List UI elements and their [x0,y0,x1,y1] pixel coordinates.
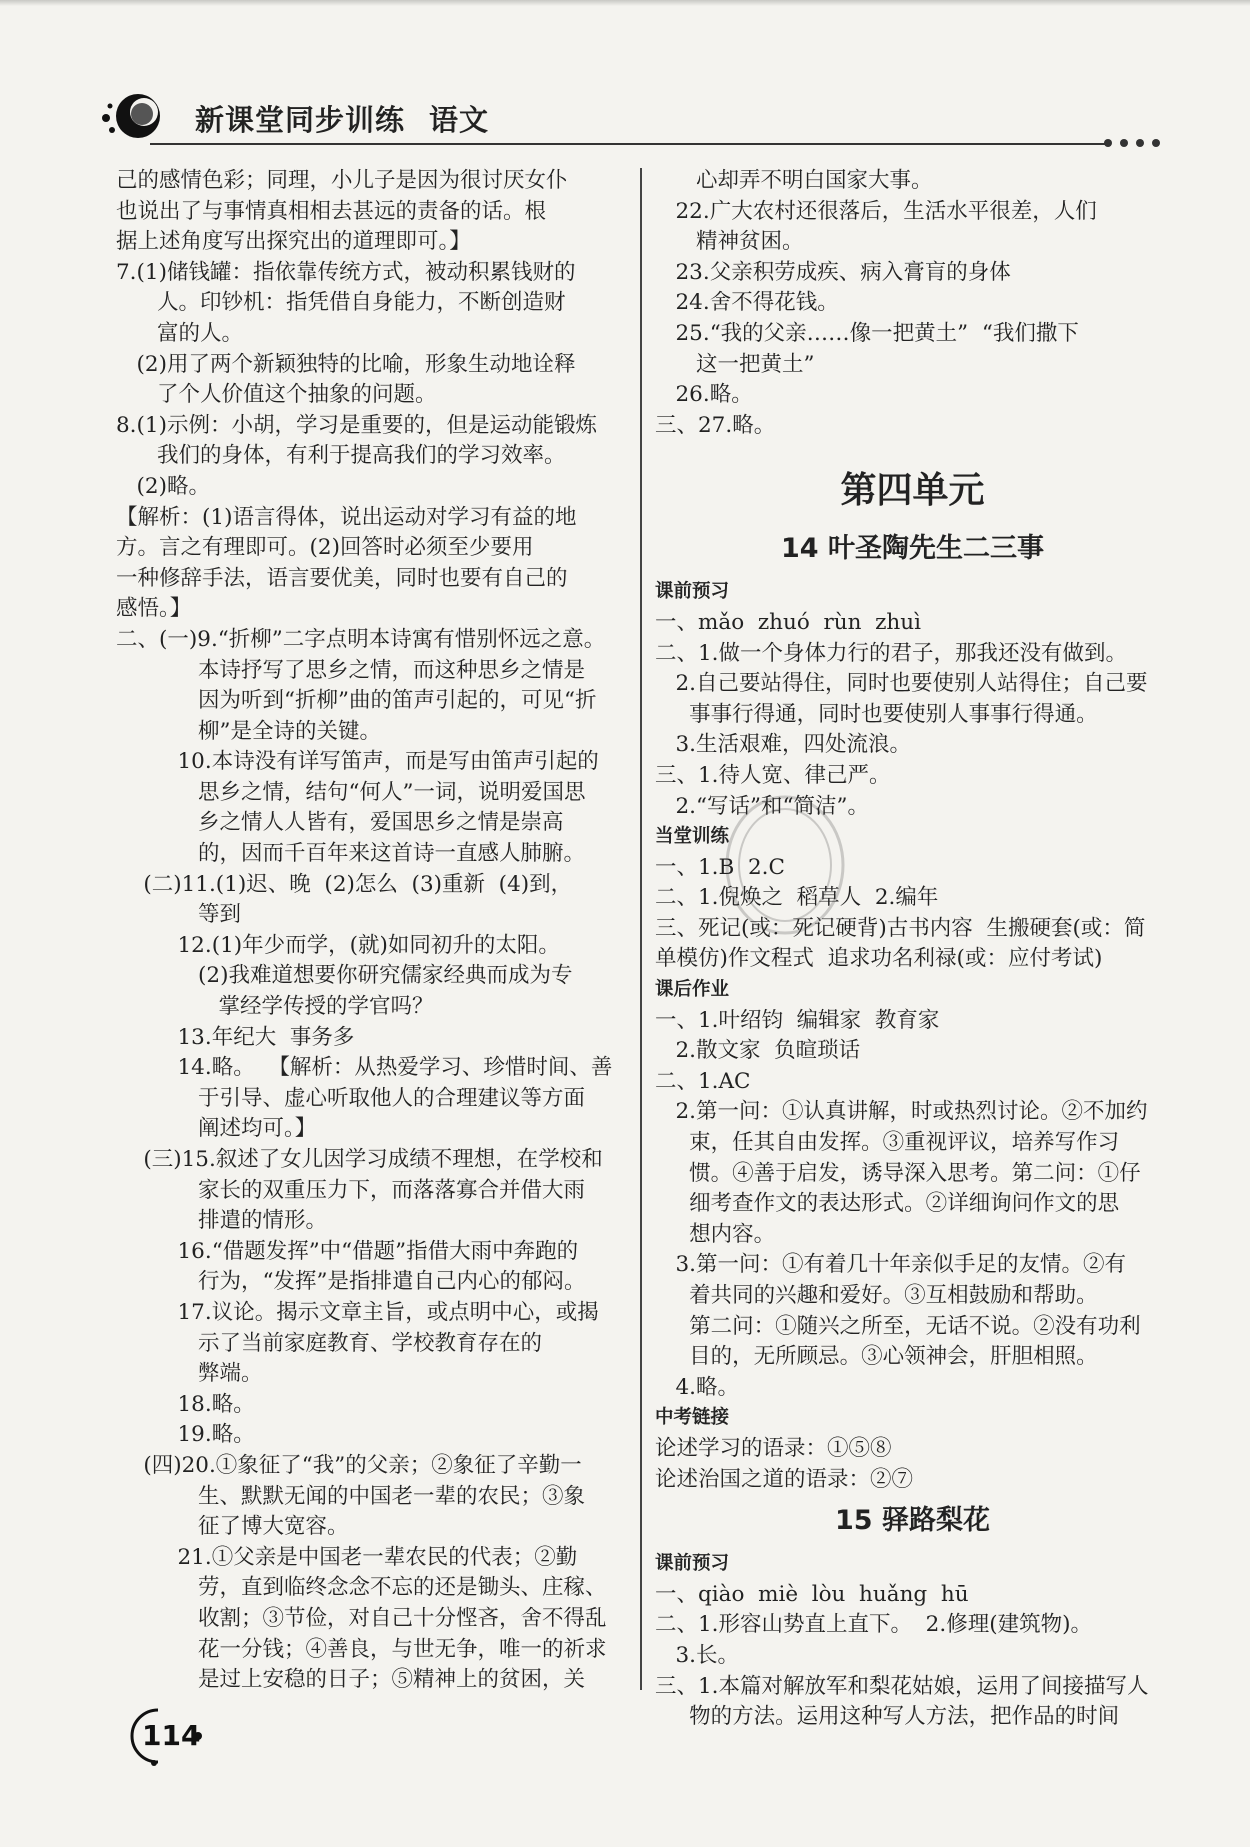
text-line: 17.议论。揭示文章主旨，或点明中心，或揭 [116,1299,599,1325]
text-line: 物的方法。运用这种写人方法，把作品的时间 [655,1704,1120,1730]
text-line: (二)11.(1)迟、晚 (2)怎么 (3)重新 (4)到， [116,871,573,897]
text-line: 单模仿)作文程式 追求功名利禄(或：应付考试) [655,946,1103,972]
text-line: 掌经学传授的学官吗？ [116,994,434,1020]
text-line: 弊端。 [116,1361,263,1387]
text-line: 这一把黄土” [655,351,815,377]
text-line: 示了当前家庭教育、学校教育存在的 [116,1330,543,1356]
text-line: 一、mǎo zhuó rùn zhuì [655,609,921,635]
text-line: 富的人。 [116,320,244,346]
subject-title: 语文 [429,103,490,137]
text-line: 2.散文家 负暄琐话 [655,1038,861,1064]
text-line: 行为，“发挥”是指排遣自己内心的郁闷。 [116,1269,586,1295]
lesson-14-after-block [655,1006,1170,1404]
text-line: 是过上安稳的日子；⑤精神上的贫困，关 [116,1667,586,1693]
text-line: 26.略。 [655,382,753,408]
text-line: 16.“借题发挥”中“借题”指借大雨中奔跑的 [116,1238,579,1264]
text-line: 2.“写话”和“简洁”。 [655,793,869,819]
lesson-15-pre-head: 课前预习 [655,1553,730,1575]
text-line: 23.父亲积劳成疾、病入膏肓的身体 [655,259,1011,285]
text-line: 一、qiào miè lòu huǎng hū [655,1581,969,1607]
text-line: 3.第一问：①有着几十年亲似手足的友情。②有 [655,1252,1127,1278]
text-line: 三、1.本篇对解放军和梨花姑娘，运用了间接描写人 [655,1673,1149,1699]
column-divider [640,168,642,1690]
text-line: 14.略。 【解析：从热爱学习、珍惜时间、善 [116,1055,613,1081]
text-line: (2)略。 [116,473,210,499]
text-line: 人。印钞机：指凭借自身能力，不断创造财 [116,290,566,316]
text-line: 方。言之有理即可。(2)回答时必须至少要用 [116,535,534,561]
text-line: 据上述角度写出探究出的道理即可。】 [116,229,471,255]
text-line: 二、(一)9.“折柳”二字点明本诗寓有惜别怀远之意。 [116,626,606,652]
text-line: 2.第一问：①认真讲解，时或热烈讨论。②不加约 [655,1099,1148,1125]
text-line: 了个人价值这个抽象的问题。 [116,382,437,408]
text-line: 也说出了与事情真相相去甚远的责备的话。根 [116,198,547,224]
text-line: 细考查作文的表达形式。②详细询问作文的思 [655,1191,1120,1217]
stamp-mark-icon [720,790,850,940]
text-line: 二、1.形容山势直上直下。 2.修理(建筑物)。 [655,1612,1092,1638]
text-line: 排遣的情形。 [116,1208,328,1234]
unit-title: 第四单元 [840,470,985,512]
header-rule [150,143,1105,145]
page-number: 114 [142,1719,201,1752]
text-line: 的，因而千百年来这首诗一直感人肺腑。 [116,841,586,867]
text-line: 征了博大宽容。 [116,1514,349,1540]
lesson-15-title: 15 驿路梨花 [835,1505,990,1537]
text-line: 我们的身体，有利于提高我们的学习效率。 [116,443,566,469]
text-line: 三、27.略。 [655,412,776,438]
text-line: 二、1.AC [655,1068,751,1094]
text-line: 乡之情人人皆有，爱国思乡之情是崇高 [116,810,564,836]
text-line: 惯。④善于启发，诱导深入思考。第二问：①仔 [655,1160,1141,1186]
text-line: 花一分钱；④善良，与世无争，唯一的祈求 [116,1636,607,1662]
text-line: 二、1.做一个身体力行的君子，那我还没有做到。 [655,640,1128,666]
text-line: 10.本诗没有详写笛声，而是写由笛声引起的 [116,749,599,775]
series-title: 新课堂同步训练 [195,103,406,137]
text-line: 二、1.倪焕之 稻草人 2.编年 [655,885,939,911]
text-line: 13.年纪大 事务多 [116,1024,355,1050]
text-line: 精神贫困。 [655,229,804,255]
text-line: 本诗抒写了思乡之情，而这种思乡之情是 [116,657,586,683]
text-line: 收割；③节俭，对自己十分悭吝，舍不得乱 [116,1605,607,1631]
text-line: 己的感情色彩；同理，小儿子是因为很讨厌女仆 [116,168,568,193]
left-column [116,166,636,1696]
text-line: 柳”是全诗的关键。 [116,718,382,744]
text-line: 事事行得通，同时也要使别人事事行得通。 [655,701,1098,727]
text-line: 感悟。】 [116,596,192,622]
text-line: (四)20.①象征了“我”的父亲；②象征了辛勤一 [116,1452,582,1478]
lesson-14-exam-block [655,1434,1170,1495]
text-line: 4.略。 [655,1374,740,1400]
text-line: 等到 [116,902,242,928]
text-line: 7.(1)储钱罐：指依靠传统方式，被动积累钱财的 [116,259,576,285]
text-line: 三、死记(或：死记硬背)古书内容 生搬硬套(或：简 [655,915,1146,941]
text-line: 束，任其自由发挥。③重视评议，培养写作习 [655,1130,1120,1156]
lesson-14-class-head: 当堂训练 [655,826,730,848]
top-edge [0,0,1250,6]
text-line: 一种修辞手法，语言要优美，同时也要有自己的 [116,565,568,591]
lesson-14-pre-head: 课前预习 [655,581,730,603]
text-line: 着共同的兴趣和爱好。③互相鼓励和帮助。 [655,1283,1098,1308]
lesson-14-after-head: 课后作业 [655,979,730,1001]
text-line: 2.自己要站得住，同时也要使别人站得住；自己要 [655,671,1148,697]
text-line: 12.(1)年少而学，(就)如同初升的太阳。 [116,932,560,958]
text-line: 心却弄不明白国家大事。 [655,168,933,193]
text-line: 三、1.待人宽、律己严。 [655,762,891,788]
text-line: 21.①父亲是中国老一辈农民的代表；②勤 [116,1544,578,1570]
text-line: 第二问：①随兴之所至，无话不说。②没有功利 [655,1313,1141,1339]
text-line: 因为听到“折柳”曲的笛声引起的，可见“折 [116,688,597,714]
header-title [195,98,489,139]
text-line: 8.(1)示例：小胡，学习是重要的，但是运动能锻炼 [116,412,597,438]
text-line: 3.长。 [655,1642,740,1668]
text-line: 22.广大农村还很落后，生活水平很差，人们 [655,198,1097,224]
text-line: 一、1.B 2.C [655,854,785,880]
text-line: 论述学习的语录：①⑤⑧ [655,1435,892,1461]
text-line: 19.略。 [116,1422,255,1448]
lesson-15-pre-block [655,1580,1170,1733]
lesson-14-title: 14 叶圣陶先生二三事 [781,533,1044,565]
text-line: 于引导、虚心听取他人的合理建议等方面 [116,1085,586,1111]
text-line: 一、1.叶绍钧 编辑家 教育家 [655,1007,940,1033]
text-line: 生、默默无闻的中国老一辈的农民；③象 [116,1483,586,1509]
text-line: 想内容。 [655,1221,776,1247]
text-line: 家长的双重压力下，而落落寡合并借大雨 [116,1177,586,1203]
header-logo-icon [98,88,168,144]
text-line: 3.生活艰难，四处流浪。 [655,732,912,758]
text-line: 思乡之情，结句“何人”一词，说明爱国思 [116,779,586,805]
text-line: 目的，无所顾忌。③心领神会，肝胆相照。 [655,1344,1098,1370]
text-line: (三)15.叙述了女儿因学习成绩不理想，在学校和 [116,1147,603,1172]
text-line: 论述治国之道的语录：②⑦ [655,1466,914,1492]
text-line: 18.略。 [116,1391,255,1417]
text-line: 劳，直到临终念念不忘的还是锄头、庄稼、 [116,1575,607,1601]
text-line: 24.舍不得花钱。 [655,290,839,316]
header-dots-icon [1100,135,1170,151]
text-line: 阐述均可。】 [116,1116,317,1142]
text-line: 25.“我的父亲……像一把黄土” “我们撒下 [655,320,1079,346]
text-line: (2)用了两个新颖独特的比喻，形象生动地诠释 [116,351,576,377]
lesson-14-exam-head: 中考链接 [655,1407,730,1429]
text-line: 【解析：(1)语言得体，说出运动对学习有益的地 [116,504,577,530]
right-column [655,166,1170,1733]
text-line: (2)我难道想要你研究儒家经典而成为专 [116,963,573,989]
right-top-block [655,166,1170,441]
